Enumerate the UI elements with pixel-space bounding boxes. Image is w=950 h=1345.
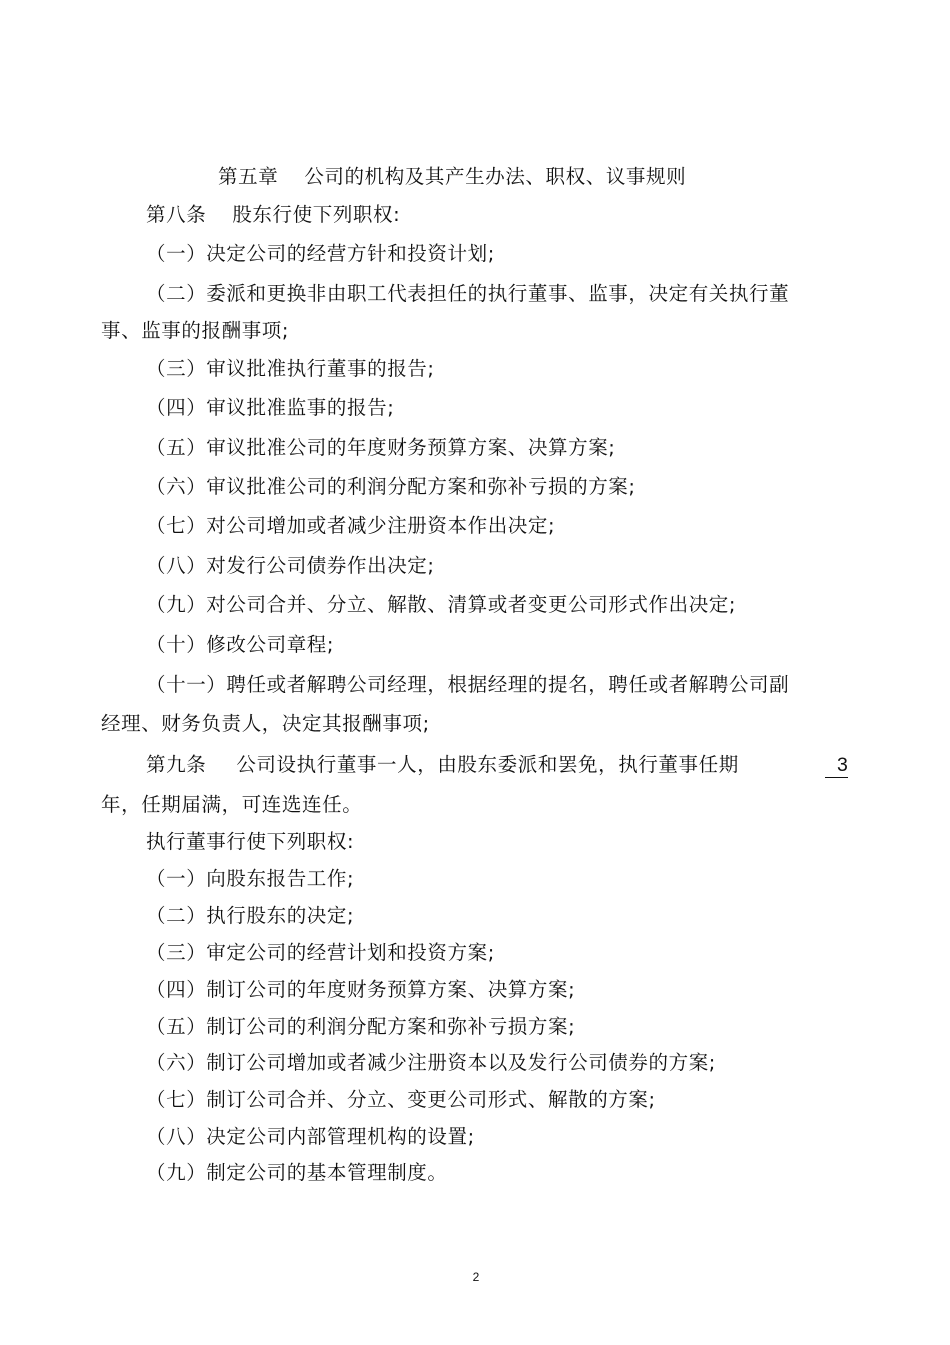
article8-heading (146, 203, 400, 227)
article8-item-11-cont: 经理、财务负责人，决定其报酬事项; (101, 712, 430, 735)
article8-item-3: （三）审议批准执行董事的报告; (146, 357, 435, 380)
chapter-heading (218, 165, 686, 189)
article9-heading (146, 753, 739, 777)
article8-item-7: （七）对公司增加或者减少注册资本作出决定; (146, 514, 556, 537)
article9-item-2: （二）执行股东的决定; (146, 904, 355, 927)
article9-item-3: （三）审定公司的经营计划和投资方案; (146, 941, 495, 964)
article8-item-9: （九）对公司合并、分立、解散、清算或者变更公司形式作出决定; (146, 593, 737, 616)
chapter-label: 第五章 (218, 165, 279, 188)
article9-label: 第九条 (146, 753, 207, 776)
article8-item-11: （十一）聘任或者解聘公司经理，根据经理的提名，聘任或者解聘公司副 (146, 673, 790, 696)
article8-item-2-cont: 事、监事的报酬事项; (101, 319, 290, 342)
article9-item-5: （五）制订公司的利润分配方案和弥补亏损方案; (146, 1015, 576, 1038)
article8-item-5: （五）审议批准公司的年度财务预算方案、决算方案; (146, 436, 616, 459)
article9-continuation: 年，任期届满，可连选连任。 (101, 793, 363, 816)
article8-label: 第八条 (146, 203, 207, 226)
article9-item-6: （六）制订公司增加或者减少注册资本以及发行公司债券的方案; (146, 1051, 716, 1074)
article9-item-4: （四）制订公司的年度财务预算方案、决算方案; (146, 978, 576, 1001)
article8-item-6: （六）审议批准公司的利润分配方案和弥补亏损的方案; (146, 475, 636, 498)
article9-intro: 执行董事行使下列职权: (146, 830, 355, 853)
article9-item-7: （七）制订公司合并、分立、变更公司形式、解散的方案; (146, 1088, 656, 1111)
article8-item-8: （八）对发行公司债券作出决定; (146, 554, 435, 577)
article8-intro: 股东行使下列职权: (232, 203, 401, 226)
article8-item-1: （一）决定公司的经营方针和投资计划; (146, 242, 495, 265)
page-number: 2 (472, 1270, 480, 1284)
article9-item-8: （八）决定公司内部管理机构的设置; (146, 1125, 475, 1148)
article9-item-9: （九）制定公司的基本管理制度。 (146, 1161, 448, 1184)
chapter-title: 公司的机构及其产生办法、职权、议事规则 (304, 165, 687, 188)
article9-item-1: （一）向股东报告工作; (146, 867, 355, 890)
article8-item-4: （四）审议批准监事的报告; (146, 396, 395, 419)
term-years-blank: 3 (825, 753, 848, 778)
article8-item-10: （十）修改公司章程; (146, 633, 335, 656)
article8-item-2: （二）委派和更换非由职工代表担任的执行董事、监事，决定有关执行董 (146, 282, 790, 305)
article9-text: 公司设执行董事一人，由股东委派和罢免，执行董事任期 (236, 753, 739, 776)
